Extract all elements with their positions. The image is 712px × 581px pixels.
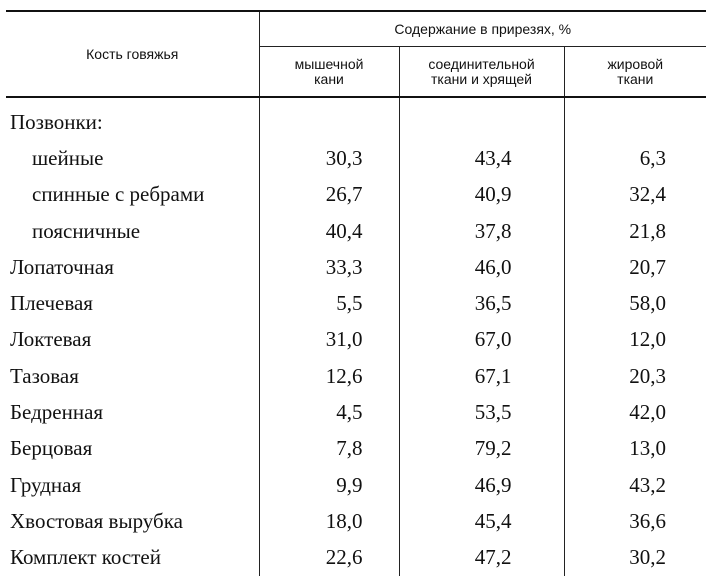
table-body: [6, 97, 706, 576]
table-row: [6, 394, 706, 430]
cell-muscle: 12,6: [259, 358, 399, 394]
cell-muscle: 26,7: [259, 177, 399, 213]
column-header-muscle: [259, 47, 399, 97]
cell-connective: 40,9: [399, 177, 564, 213]
column-header-text: соединительной ткани и хрящей: [428, 55, 535, 87]
cell-fat: 32,4: [564, 177, 706, 213]
row-label: Лопаточная: [10, 254, 114, 279]
column-header-fat: [564, 47, 706, 97]
cell-fat: 30,2: [564, 540, 706, 576]
cell-connective: 53,5: [399, 394, 564, 430]
cell-connective: 47,2: [399, 540, 564, 576]
table-row: [6, 467, 706, 503]
table-row: [6, 285, 706, 321]
cell-connective: 46,9: [399, 467, 564, 503]
table-row: [6, 540, 706, 576]
cell-connective: [399, 97, 564, 140]
cell-muscle: 18,0: [259, 503, 399, 539]
table-header: [6, 11, 706, 97]
cell-muscle: 9,9: [259, 467, 399, 503]
cell-fat: 20,7: [564, 249, 706, 285]
cell-fat: 58,0: [564, 285, 706, 321]
column-header-text: жировой ткани: [607, 55, 664, 87]
cell-fat: 13,0: [564, 431, 706, 467]
cell-connective: 43,4: [399, 140, 564, 176]
column-header-text: мышечной кани: [294, 55, 364, 87]
cell-connective: 45,4: [399, 503, 564, 539]
cell-muscle: 4,5: [259, 394, 399, 430]
row-label: Грудная: [10, 472, 82, 497]
cell-muscle: 30,3: [259, 140, 399, 176]
row-label: поясничные: [32, 218, 141, 243]
row-label: Бедренная: [10, 400, 104, 425]
table-row: [6, 431, 706, 467]
table-row: [6, 177, 706, 213]
table-row: [6, 213, 706, 249]
cell-muscle: [259, 97, 399, 140]
table-row: [6, 249, 706, 285]
cell-connective: 46,0: [399, 249, 564, 285]
row-label: Плечевая: [10, 291, 93, 316]
cell-fat: 6,3: [564, 140, 706, 176]
cell-muscle: 7,8: [259, 431, 399, 467]
bone-composition-table: [6, 10, 706, 576]
row-label: Позвонки:: [10, 109, 103, 134]
row-label: Берцовая: [10, 436, 93, 461]
table-row: [6, 97, 706, 140]
row-label: Хвостовая вырубка: [10, 508, 183, 533]
cell-muscle: 40,4: [259, 213, 399, 249]
cell-connective: 37,8: [399, 213, 564, 249]
row-label: шейные: [32, 145, 104, 170]
cell-muscle: 31,0: [259, 322, 399, 358]
cell-fat: 20,3: [564, 358, 706, 394]
cell-muscle: 22,6: [259, 540, 399, 576]
cell-fat: 21,8: [564, 213, 706, 249]
table-row: [6, 322, 706, 358]
table-row: [6, 503, 706, 539]
row-label: спинные с ребрами: [32, 182, 205, 207]
cell-connective: 79,2: [399, 431, 564, 467]
cell-muscle: 33,3: [259, 249, 399, 285]
column-group-label: Содержание в прирезях, %: [259, 11, 706, 47]
cell-fat: 43,2: [564, 467, 706, 503]
cell-fat: 36,6: [564, 503, 706, 539]
cell-fat: 42,0: [564, 394, 706, 430]
column-header-connective: [399, 47, 564, 97]
cell-fat: 12,0: [564, 322, 706, 358]
row-label: Локтевая: [10, 327, 92, 352]
table-row: [6, 358, 706, 394]
row-label: Тазовая: [10, 363, 79, 388]
row-header-label: Кость говяжья: [6, 11, 259, 97]
cell-connective: 67,0: [399, 322, 564, 358]
row-label: Комплект костей: [10, 545, 161, 570]
table-row: [6, 140, 706, 176]
cell-connective: 36,5: [399, 285, 564, 321]
cell-muscle: 5,5: [259, 285, 399, 321]
cell-fat: [564, 97, 706, 140]
cell-connective: 67,1: [399, 358, 564, 394]
